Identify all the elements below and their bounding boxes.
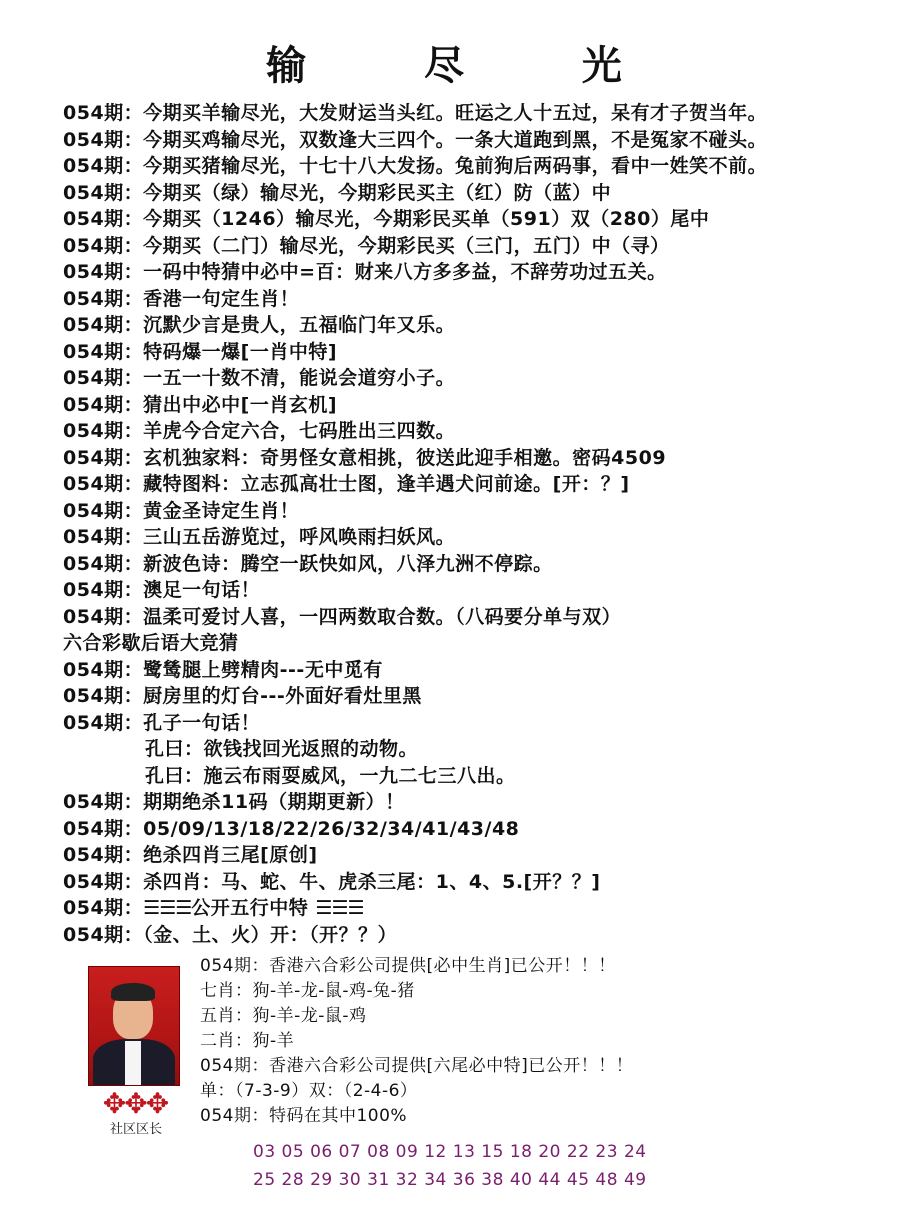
number-list bbox=[253, 1138, 647, 1194]
text-line: 054期：绝杀四肖三尾[原创] bbox=[63, 844, 318, 866]
text-line: 七肖：狗-羊-龙-鼠-鸡-兔-猪 bbox=[200, 981, 415, 1001]
text-line: 054期：特码爆一爆[一肖中特] bbox=[63, 340, 338, 363]
text-line: 054期：温柔可爱讨人喜，一四两数取合数。（八码要分单与双） bbox=[63, 605, 622, 628]
text-line: 054期：沉默少言是贵人，五福临门年又乐。 bbox=[63, 314, 456, 336]
text-line: 054期：今期买猪输尽光，十七十八大发扬。兔前狗后两码事，看中一姓笑不前。 bbox=[63, 155, 768, 177]
number-row: 25 28 29 30 31 32 34 36 38 40 44 45 48 49 bbox=[253, 1170, 647, 1190]
wuxing-line bbox=[63, 895, 893, 922]
text-line: 054期：玄机独家料：奇男怪女意相挑，彼送此迎手相邀。密码4509 bbox=[63, 446, 667, 469]
text-line: 054期：今期买鸡输尽光，双数逢大三四个。一条大道跑到黑，不是冤家不碰头。 bbox=[63, 128, 768, 151]
page-title: 输 尽 光 bbox=[266, 42, 674, 89]
text-line: 054期：香港六合彩公司提供[必中生肖]已公开！！！ bbox=[200, 956, 616, 976]
text-line: 054期：厨房里的灯台---外面好看灶里黑 bbox=[63, 685, 422, 707]
text-line: 054期：三山五岳游览过，呼风唤雨扫妖风。 bbox=[63, 526, 456, 548]
text-line: 054期：羊虎今合定六合，七码胜出三四数。 bbox=[63, 420, 456, 442]
text-line: 054期：澳足一句话！ bbox=[63, 579, 261, 601]
text-line: 054期：今期买（1246）输尽光，今期彩民买单（591）双（280）尾中 bbox=[63, 208, 710, 230]
avatar-block bbox=[88, 966, 184, 1137]
text-line: 054期：特码在其中100% bbox=[200, 1106, 408, 1126]
text-line: 054期：藏特图料：立志孤高壮士图，逢羊遇犬问前途。[开：？] bbox=[63, 473, 630, 495]
text-line: 054期：香港六合彩公司提供[六尾必中特]已公开！！！ bbox=[200, 1056, 634, 1076]
text-line: 单：（7-3-9）双：（2-4-6） bbox=[200, 1081, 418, 1101]
star-badge-icon: ✥ bbox=[102, 1087, 127, 1120]
badge-row bbox=[88, 1087, 184, 1120]
text-line: 054期：杀四肖：马、蛇、牛、虎杀三尾：1、4、5.[开？？] bbox=[63, 870, 601, 893]
text-line: 054期：鹭鸶腿上劈精肉---无中觅有 bbox=[63, 658, 383, 681]
text-line: 054期：猜出中必中[一肖玄机] bbox=[63, 393, 338, 416]
indented-line: 孔曰：施云布雨耍威风，一九二七三八出。 bbox=[145, 764, 516, 787]
bars-left-icon: ☰☰☰ bbox=[143, 897, 192, 919]
text-line: 054期：黄金圣诗定生肖！ bbox=[63, 499, 300, 522]
wuxing-text: 公开五行中特 bbox=[191, 897, 309, 919]
text-line: 二肖：狗-羊 bbox=[200, 1031, 295, 1051]
content-lines bbox=[63, 100, 893, 948]
section-heading: 六合彩歇后语大竞猜 bbox=[63, 632, 239, 654]
wuxing-prefix: 054期： bbox=[63, 897, 144, 919]
text-line: 054期：香港一句定生肖！ bbox=[63, 287, 300, 310]
star-badge-icon: ✥ bbox=[124, 1087, 148, 1120]
text-line: 054期：期期绝杀11码（期期更新）！ bbox=[63, 791, 405, 813]
text-line: 054期：今期买（二门）输尽光，今期彩民买（三门，五门）中（寻） bbox=[63, 234, 670, 257]
text-line: 054期：今期买羊输尽光，大发财运当头红。旺运之人十五过，呆有才子贺当年。 bbox=[63, 102, 768, 124]
text-line: 054期：（金、土、火）开：（开？？） bbox=[63, 923, 398, 946]
right-panel bbox=[200, 954, 890, 1129]
text-line: 054期：05/09/13/18/22/26/32/34/41/43/48 bbox=[63, 817, 520, 840]
avatar bbox=[88, 966, 180, 1086]
text-line: 五肖：狗-羊-龙-鼠-鸡 bbox=[200, 1006, 367, 1026]
bars-right-icon: ☰☰☰ bbox=[315, 897, 364, 919]
number-row: 03 05 06 07 08 09 12 13 15 18 20 22 23 24 bbox=[253, 1142, 647, 1162]
text-line: 054期：今期买（绿）输尽光，今期彩民买主（红）防（蓝）中 bbox=[63, 181, 612, 204]
avatar-caption: 社区区长 bbox=[109, 1122, 162, 1137]
text-line: 054期：一五一十数不清，能说会道穷小子。 bbox=[63, 367, 456, 389]
text-line: 054期：新波色诗：腾空一跃快如风，八泽九洲不停踪。 bbox=[63, 552, 553, 575]
text-line: 054期：一码中特猜中必中=百：财来八方多多益，不辞劳功过五关。 bbox=[63, 261, 667, 283]
text-line: 054期：孔子一句话！ bbox=[63, 711, 261, 734]
star-badge-icon: ✥ bbox=[145, 1087, 170, 1120]
indented-line: 孔曰：欲钱找回光返照的动物。 bbox=[145, 738, 419, 760]
